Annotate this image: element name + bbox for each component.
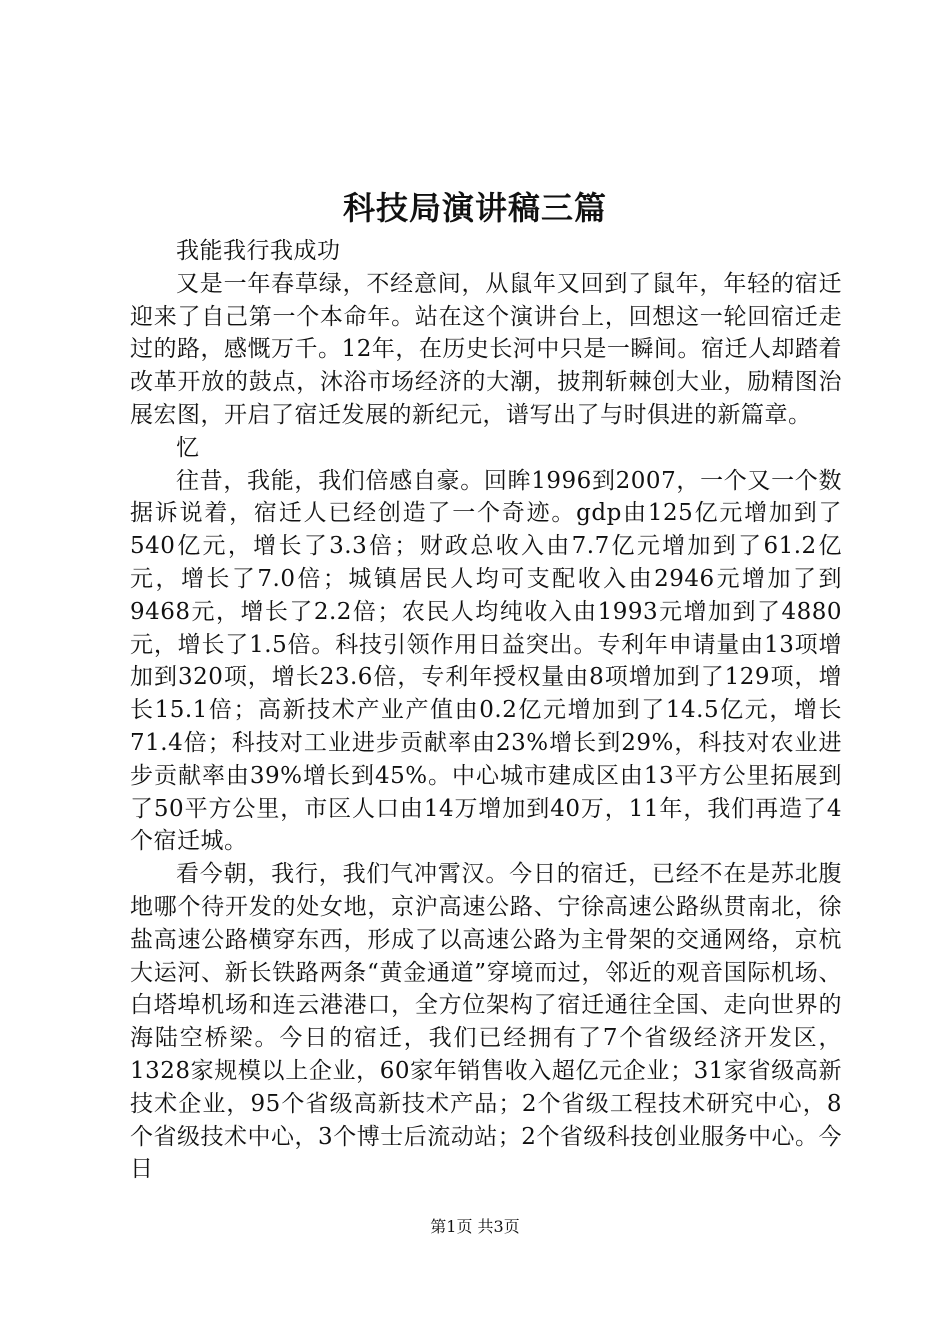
paragraph-subtitle: 我能我行我成功: [176, 238, 341, 264]
paragraph-past-achievements: 往昔，我能，我们倍感自豪。回眸1996到2007，一个又一个数据诉说着，宿迁人已经创造了一个奇迹。gdp由125亿元增加到了540亿元，增长了3.3倍；财政总收入由7.7亿元增加到了61.2亿元，增长了7.0倍；城镇居民人均可支配收入由2946元增加了到9468元，增长了2.2倍；农民人均纯收入由1993元增加到了4880元，增长了1.5倍。科技引领作用日益突出。专利年申请量由13项增加到320项，增长23.6倍，专利年授权量由8项增加到了129项，增长15.1倍；高新技术产业产值由0.2亿元增加到了14.5亿元，增长71.4倍；科技对工业进步贡献率由23%增长到29%，科技对农业进步贡献率由39%增长到45%。中心城市建成区由13平方公里拓展到了50平方公里，市区人口由14万增加到40万，11年，我们再造了4个宿迁城。: [130, 467, 842, 855]
paragraph-present-day: 看今朝，我行，我们气冲霄汉。今日的宿迁，已经不在是苏北腹地哪个待开发的处女地，京沪高速公路、宁徐高速公路纵贯南北，徐盐高速公路横穿东西，形成了以高速公路为主骨架的交通网络，京杭大运河、新长铁路两条“黄金通道”穿境而过，邻近的观音国际机场、白塔埠机场和连云港港口，全方位架构了宿迁通往全国、走向世界的海陆空桥梁。今日的宿迁，我们已经拥有了7个省级经济开发区，1328家规模以上企业，60家年销售收入超亿元企业；31家省级高新技术企业，95个省级高新技术产品；2个省级工程技术研究中心，8个省级技术中心，3个博士后流动站；2个省级科技创业服务中心。今日: [130, 861, 842, 1183]
paragraph-intro: 又是一年春草绿，不经意间，从鼠年又回到了鼠年，年轻的宿迁迎来了自己第一个本命年。站在这个演讲台上，回想这一轮回宿迁走过的路，感慨万千。12年，在历史长河中只是一瞬间。宿迁人却踏着改革开放的鼓点，沐浴市场经济的大潮，披荆斩棘创大业，励精图治展宏图，开启了宿迁发展的新纪元，谱写出了与时俱进的新篇章。: [130, 270, 842, 428]
paragraph-recall-heading: 忆: [176, 434, 200, 461]
page-number-footer: 第1页 共3页: [430, 1217, 520, 1236]
document-title: 科技局演讲稿三篇: [342, 189, 607, 227]
document-body: [130, 235, 842, 1186]
